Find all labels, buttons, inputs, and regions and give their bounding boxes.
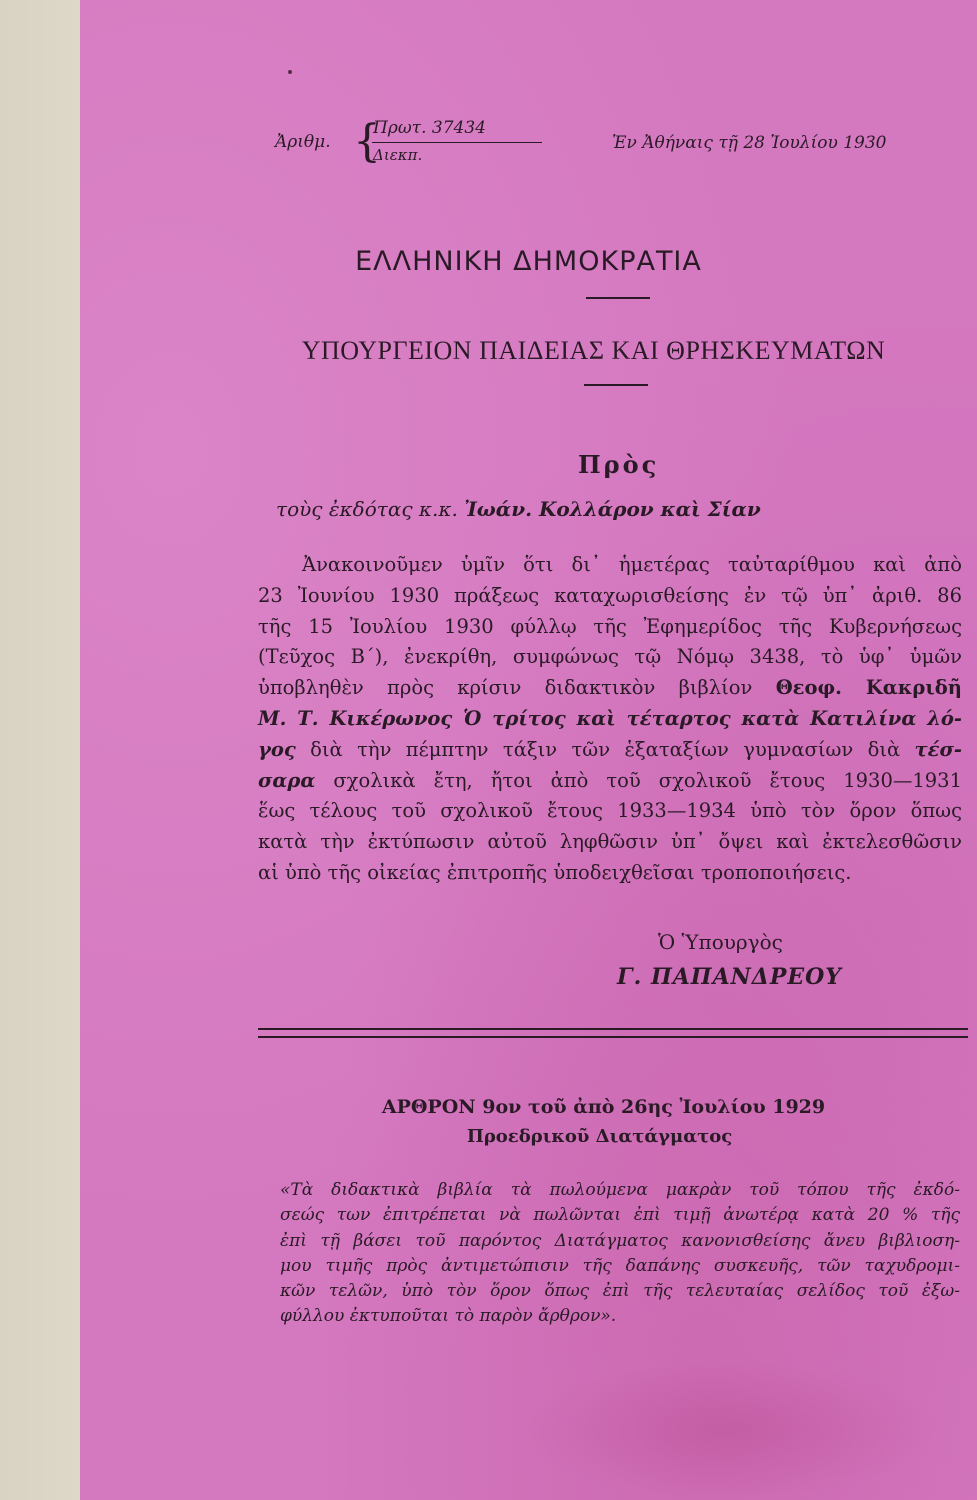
body-line: (Τεῦχος Β΄), ἐνεκρίθη, συμφώνως τῷ Νόμῳ 3438, τὸ ὑφ᾽ ὑμῶν [258,645,962,669]
article-subtitle: Προεδρικοῦ Διατάγματος [466,1126,733,1147]
protocol-number: Πρωτ. 37434 [373,118,486,138]
document-page [80,0,977,1500]
signature-role: Ὁ Ὑπουργὸς [658,930,783,954]
dispatch-label: Διεκπ. [373,146,423,164]
article-title-rest: 9ον τοῦ ἀπὸ 26ης Ἰουλίου 1929 [475,1096,826,1118]
body-line: 23 Ἰουνίου 1930 πράξεως καταχωρισθείσης ἐν τῷ ὑπ᾽ ἀριθ. 86 [258,583,962,607]
years-count: τέσ- [914,737,962,761]
signature-name: Γ. ΠΑΠΑΝΔΡΕΟΥ [617,964,843,990]
body-line: τῆς 15 Ἰουλίου 1930 φύλλῳ τῆς Ἐφημερίδος τῆς Κυβερνήσεως [258,614,962,638]
paper-stain [520,1360,940,1500]
body-line: Ἀνακοινοῦμεν ὑμῖν ὅτι δι᾽ ἡμετέρας ταὐταρίθμου καὶ ἀπὸ [302,553,962,576]
ministry-divider [584,384,648,386]
body-line: αἱ ὑπὸ τῆς οἰκείας ἐπιτροπῆς ὑποδειχθεῖσαι τροποποιήσεις. [258,860,852,884]
book-title: Μ. Τ. Κικέρωνος Ὁ τρίτος καὶ τέταρτος κατὰ Κατιλίνα λό- [258,706,962,730]
body-line: κατὰ τὴν ἐκτύπωσιν αὐτοῦ ληφθῶσιν ὑπ᾽ ὄψει καὶ ἐκτελεσθῶσιν [258,830,962,854]
reference-label: Ἀριθμ. [275,132,331,152]
body-text: ὑποβληθὲν πρὸς κρίσιν διδακτικὸν βιβλίον [258,676,776,700]
article-quote [280,1178,960,1330]
reference-divider [372,142,542,143]
republic-heading: ΕΛΛΗΝΙΚΗ ΔΗΜΟΚΡΑΤΙΑ [355,246,702,277]
recipients-prefix: τοὺς ἐκδότας κ.κ. [276,497,465,521]
recipients-line [276,497,761,521]
body-line [258,673,962,704]
quote-line: φύλλου ἐκτυποῦται τὸ παρὸν ἄρθρον». [280,1306,617,1327]
article-title-bold: ΑΡΘΡΟΝ [381,1096,476,1118]
recipients-name: Ἰωάν. Κολλάρον καὶ Σίαν [464,497,761,521]
reference-brace: { [353,116,381,167]
ministry-heading: ΥΠΟΥΡΓΕΙΟΝ ΠΑΙΔΕΙΑΣ ΚΑΙ ΘΡΗΣΚΕΥΜΑΤΩΝ [301,336,886,365]
letter-body [258,550,962,889]
quote-line: μου τιμῆς πρὸς ἀντιμετώπισιν τῆς δαπάνης συσκευῆς, τῶν ταχυδρομι- [280,1255,960,1276]
quote-line: ἐπὶ τῇ βάσει τοῦ παρόντος Διατάγματος κανονισθείσης ἄνευ βιβλιοση- [280,1230,960,1251]
body-line: ἕως τέλους τοῦ σχολικοῦ ἔτους 1933—1934 ὑπὸ τὸν ὅρον ὅπως [258,799,962,823]
address-to: Πρὸς [578,450,660,479]
body-line [258,735,962,766]
body-text: σχολικὰ ἔτη, ἤτοι ἀπὸ τοῦ σχολικοῦ ἔτους 1930—1931 [315,768,962,792]
document-date: Ἐν Ἀθήναις τῇ 28 Ἰουλίου 1930 [612,133,887,153]
article-title [80,1096,977,1118]
body-line [258,766,962,797]
quote-line: κῶν τελῶν, ὑπὸ τὸν ὅρον ὅπως ἐπὶ τῆς τελευταίας σελίδος τοῦ ἐξω- [280,1281,960,1302]
years-count-end: σαρα [258,768,316,792]
author-name: Θεοφ. Κακριδῆ [775,676,962,700]
body-line [258,704,962,735]
body-text: διὰ τὴν πέμπτην τάξιν τῶν ἑξαταξίων γυμνασίων διὰ [295,737,915,761]
ink-dot [288,70,292,74]
quote-line: «Τὰ διδακτικὰ βιβλία τὰ πωλούμενα μακρὰν τοῦ τόπου τῆς ἐκδό- [280,1180,960,1200]
book-title-end: γος [258,737,296,761]
double-rule-separator [258,1028,968,1038]
heading-divider [586,297,650,299]
quote-line: σεώς των ἐπιτρέπεται νὰ πωλῶνται ἐπὶ τιμῇ ἀνωτέρᾳ κατὰ 20 % τῆς [280,1205,960,1226]
